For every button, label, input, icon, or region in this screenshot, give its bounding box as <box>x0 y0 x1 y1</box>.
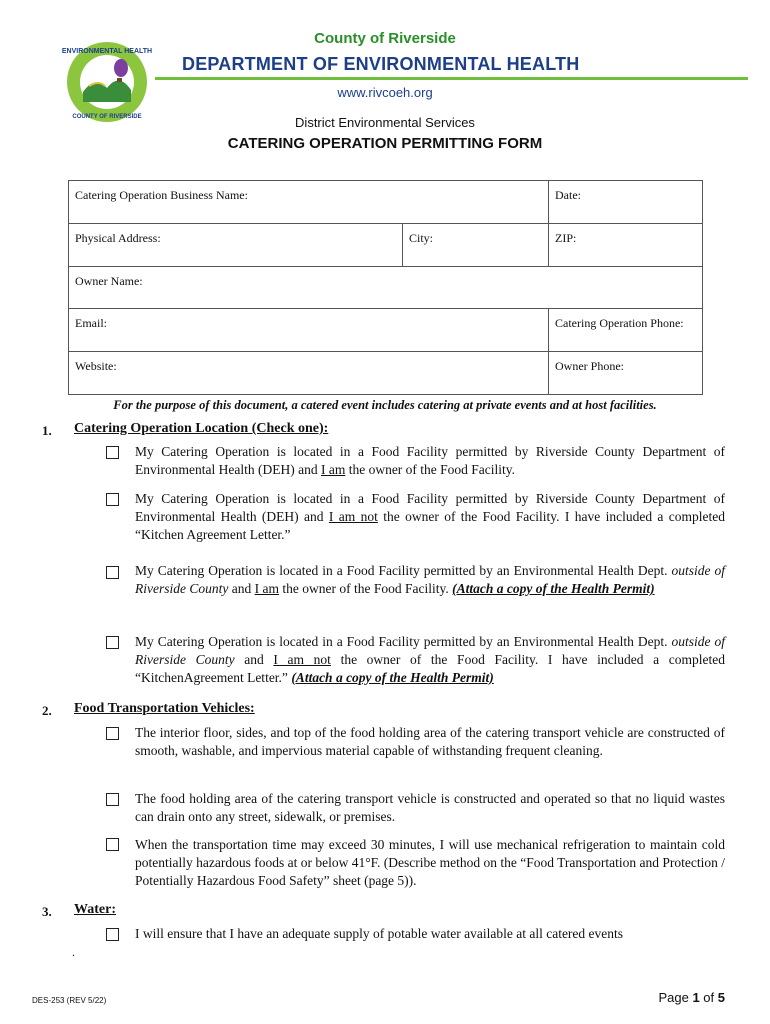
date-label: Date: <box>555 188 581 202</box>
website-field[interactable] <box>68 351 549 395</box>
physical-address-field[interactable] <box>68 223 403 267</box>
business-name-label: Catering Operation Business Name: <box>75 188 248 202</box>
checkbox-location-owner-outside[interactable] <box>106 566 119 579</box>
checkbox-location-not-owner-outside[interactable] <box>106 636 119 649</box>
city-label: City: <box>409 231 434 245</box>
city-field[interactable] <box>402 223 549 267</box>
county-seal-logo <box>55 40 160 125</box>
checkbox-vehicle-refrigeration[interactable] <box>106 838 119 851</box>
checkbox-location-owner-deh[interactable] <box>106 446 119 459</box>
option-vehicle-interior: The interior floor, sides, and top of the food holding area of the catering transport vehicle are constructed of smooth, washable, and impervious material capable of withstanding frequent cleaning. <box>135 725 725 758</box>
section-title-water: Water: <box>74 902 116 917</box>
section-number: 3. <box>42 904 52 919</box>
zip-field[interactable] <box>548 223 703 267</box>
section-number: 1. <box>42 423 52 438</box>
catering-phone-label: Catering Operation Phone: <box>555 316 684 330</box>
section-number: 2. <box>42 703 52 718</box>
email-label: Email: <box>75 316 107 330</box>
owner-phone-field[interactable] <box>548 351 703 395</box>
owner-phone-label: Owner Phone: <box>555 359 624 373</box>
owner-name-label: Owner Name: <box>75 274 143 288</box>
checkbox-location-not-owner-deh[interactable] <box>106 493 119 506</box>
email-field[interactable] <box>68 308 549 352</box>
section-title-location: Catering Operation Location (Check one): <box>74 421 329 436</box>
department-name: DEPARTMENT OF ENVIRONMENTAL HEALTH <box>182 54 580 74</box>
logo-text-bottom: COUNTY OF RIVERSIDE <box>72 114 142 120</box>
catering-phone-field[interactable] <box>548 308 703 352</box>
business-name-field[interactable] <box>68 180 549 224</box>
form-title: CATERING OPERATION PERMITTING FORM <box>227 135 543 152</box>
form-code: DES-253 (REV 5/22) <box>32 996 107 1005</box>
header-rule <box>155 77 748 80</box>
owner-name-field[interactable] <box>68 266 703 309</box>
checkbox-vehicle-interior[interactable] <box>106 727 119 740</box>
option-location-owner-deh: My Catering Operation is located in a Food Facility permitted by Riverside County Department of Environmental Health (DEH) and I am the owner of the Food Facility. <box>135 444 725 477</box>
option-location-not-owner-outside: My Catering Operation is located in a Food Facility permitted by an Environmental Health Dept. outside of Riverside County and I am not the owner of the Food Facility. I have included a completed “KitchenAgreement Letter.” (Attach a copy of the Health Permit) <box>135 634 726 685</box>
district-label: District Environmental Services <box>295 115 475 130</box>
physical-address-label: Physical Address: <box>75 231 161 245</box>
page-indicator: Page 1 of 5 <box>658 990 725 1005</box>
option-location-owner-outside: My Catering Operation is located in a Food Facility permitted by an Environmental Health Dept. outside of Riverside County and I am the owner of the Food Facility. (Attach a copy of the Health Permit) <box>135 563 725 596</box>
section-title-vehicles: Food Transportation Vehicles: <box>74 701 255 716</box>
logo-text-top: ENVIRONMENTAL HEALTH <box>61 48 153 55</box>
option-vehicle-refrigeration: When the transportation time may exceed 30 minutes, I will use mechanical refrigeration to maintain cold potentially hazardous foods at or below 41°F. (Describe method on the “Food Transportation and Protection / Potentially Hazardous Food Safety” sheet (page 5)). <box>135 837 725 888</box>
checkbox-water-supply[interactable] <box>106 928 119 941</box>
date-field[interactable] <box>548 180 703 224</box>
website-label: Website: <box>75 359 117 373</box>
zip-label: ZIP: <box>555 231 577 245</box>
catered-event-note: For the purpose of this document, a catered event includes catering at private events and at host facilities. <box>113 398 657 412</box>
county-name: County of Riverside <box>314 30 456 47</box>
option-vehicle-drainage: The food holding area of the catering transport vehicle is constructed and operated so that no liquid wastes can drain onto any street, sidewalk, or premises. <box>135 791 725 824</box>
website-link[interactable]: www.rivcoeh.org <box>337 85 433 100</box>
option-water-supply: I will ensure that I have an adequate supply of potable water available at all catered events <box>135 926 624 941</box>
stray-dot: . <box>72 945 75 959</box>
option-location-not-owner-deh: My Catering Operation is located in a Food Facility permitted by Riverside County Department of Environmental Health (DEH) and I am not the owner of the Food Facility. I have included a completed “Kitchen Agreement Letter.” <box>135 491 726 542</box>
checkbox-vehicle-drainage[interactable] <box>106 793 119 806</box>
